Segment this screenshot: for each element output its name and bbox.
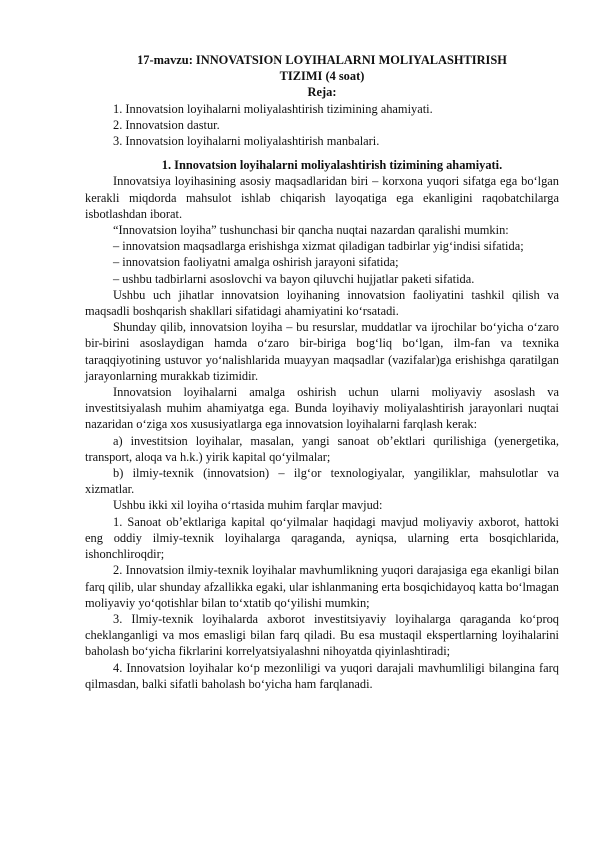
paragraph: Innovatsion loyihalarni amalga oshirish uchun ularni moliyaviy asoslash va investitsiyalash muhim ahamiyatga ega. Bunda loyihaviy moliyalashtirish jarayonlari nuqtai nazaridan o‘ziga xos xususiyatlarga ega innovatsion loyihalarni farqlash kerak: (85, 385, 559, 432)
paragraph: – innovatsion faoliyatni amalga oshirish jarayoni sifatida; (113, 255, 399, 270)
paragraph: 1. Sanoat ob’ektlariga kapital qo‘yilmalar haqidagi mavjud moliyaviy axborot, hattoki eng oddiy ilmiy-texnik loyihalarga qaraganda, ayniqsa, ularning erta bosqichlarida, ishonchliroqdir; (85, 514, 559, 562)
plan-item: 3. Innovatsion loyihalarni moliyalashtirish manbalari. (113, 134, 380, 149)
paragraph: Ushbu ikki xil loyiha o‘rtasida muhim farqlar mavjud: (113, 498, 383, 513)
paragraph: – innovatsion maqsadlarga erishishga xizmat qiladigan tadbirlar yig‘indisi sifatida; (113, 239, 524, 254)
title-line-2: TIZIMI (4 soat) (279, 69, 365, 84)
paragraph: Shunday qilib, innovatsion loyiha – bu resurslar, muddatlar va ijrochilar bo‘yicha o‘zaro bir-birini asoslaydigan hamda o‘zaro bir-biriga bog‘liq bo‘lgan, ilm-fan va texnika taraqqiyotining ustuvor yo‘nalishlarida muayyan maqsadlar (vazifalar)ga erishishga qaratilgan jarayonlarning murakkab tizimidir. (85, 320, 559, 383)
document-page (85, 52, 559, 692)
plan-item: 1. Innovatsion loyihalarni moliyalashtirish tizimining ahamiyati. (113, 101, 433, 116)
paragraph: “Innovatsion loyiha” tushunchasi bir qancha nuqtai nazardan qaralishi mumkin: (113, 223, 509, 238)
body-text (85, 173, 559, 692)
paragraph: Innovatsiya loyihasining asosiy maqsadlaridan biri – korxona yuqori sifatga ega bo‘lgan kerakli miqdorda mahsulot ishlab chiqarish layoqatiga ega ekanligini raqobatchilarga isbotlashdan iborat. (85, 174, 559, 221)
plan-item: 2. Innovatsion dastur. (113, 117, 220, 132)
spacer (85, 149, 559, 157)
section-heading: 1. Innovatsion loyihalarni moliyalashtirish tizimining ahamiyati. (161, 158, 503, 173)
paragraph: a) investitsion loyihalar, masalan, yangi sanoat ob’ektlari qurilishiga (yenergetika, transport, aloqa va h.k.) yirik kapital qo‘yilmalar; (85, 433, 559, 464)
document-title (85, 52, 559, 84)
paragraph: 4. Innovatsion loyihalar ko‘p mezonliligi va yuqori darajali mavhumliligi bilangina farq qilmasdan, balki sifatli baholash bo‘yicha ham farqlanadi. (85, 660, 559, 691)
paragraph: – ushbu tadbirlarni asoslovchi va bayon qiluvchi hujjatlar paketi sifatida. (113, 271, 475, 286)
paragraph: b) ilmiy-texnik (innovatsion) – ilg‘or texnologiyalar, yangiliklar, mahsulotlar va xizmatlar. (85, 466, 559, 497)
plan-list (85, 101, 559, 150)
paragraph: Ushbu uch jihatlar innovatsion loyihaning innovatsion faoliyatini tashkil qilish va maqsadli boshqarish shakllari sifatidagi ahamiyatini ko‘rsatadi. (85, 287, 559, 319)
title-line-1: 17-mavzu: INNOVATSION LOYIHALARNI MOLIYALASHTIRISH (137, 53, 507, 67)
plan-label: Reja: (307, 85, 337, 100)
paragraph: 2. Innovatsion ilmiy-texnik loyihalar mavhumlikning yuqori darajasiga ega ekanligi bilan farq qilib, ular shunday afzallikka egaki, ular ishlanmaning erta bosqichidayoq katta bo‘lmagan moliyaviy yo‘qotishlar bilan to‘xtatib qo‘yilishi mumkin; (85, 563, 559, 610)
paragraph: 3. Ilmiy-texnik loyihalarda axborot investitsiyaviy loyihalarga qaraganda ko‘proq cheklanganligi va mos emasligi bilan farq qiladi. Bu esa mustaqil ekspertlarning loyihalarini baholash bo‘yicha fikrlarini korrelyatsiyalashni nihoyatda qiyinlashtiradi; (85, 611, 559, 659)
